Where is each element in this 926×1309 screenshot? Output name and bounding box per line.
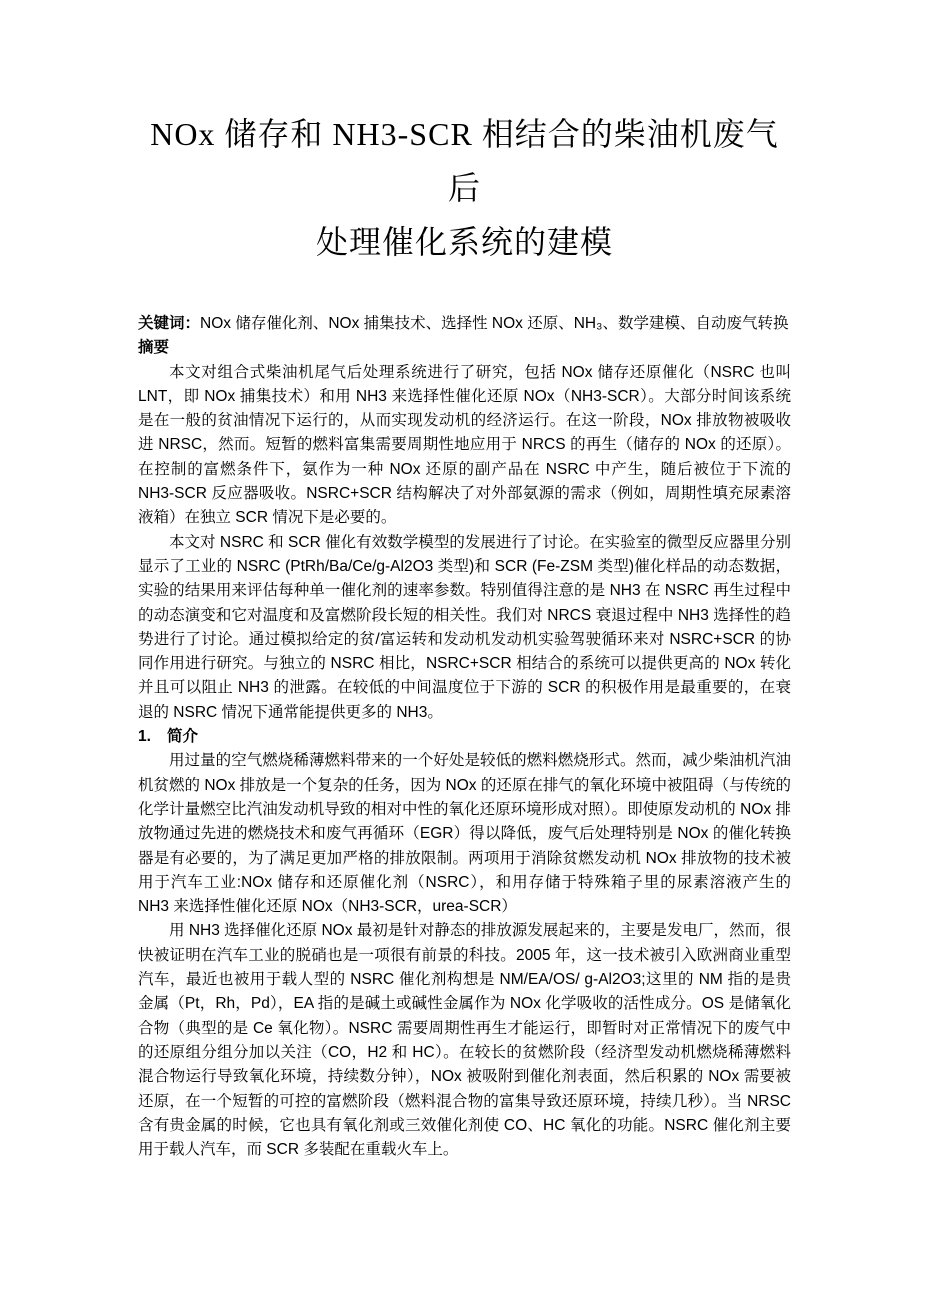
keywords-paragraph <box>138 312 791 336</box>
abstract-paragraph-2: 本文对 NSRC 和 SCR 催化有效数学模型的发展进行了讨论。在实验室的微型反应器里分别显示了工业的 NSRC (PtRh/Ba/Ce/g-Al2O3 类型)和 SCR (Fe-ZSM 类型)催化样品的动态数据，实验的结果用来评估每种单一催化剂的速率参数。特别值得注意的是 NH3 在 NSRC 再生过程中的动态演变和它对温度和及富燃阶段长短的相关性。我们对 NRCS 衰退过程中 NH3 选择性的趋势进行了讨论。通过模拟给定的贫/富运转和发动机发动机实验驾驶循环来对 NSRC+SCR 的协同作用进行研究。与独立的 NSRC 相比，NSRC+SCR 相结合的系统可以提供更高的 NOx 转化并且可以阻止 NH3 的泄露。在较低的中间温度位于下游的 SCR 的积极作用是最重要的，在衰退的 NSRC 情况下通常能提供更多的 NH3。 <box>138 533 791 721</box>
section-1-heading <box>138 725 791 749</box>
keywords-label: 关键词： <box>138 315 201 332</box>
introduction-paragraph-2: 用 NH3 选择催化还原 NOx 最初是针对静态的排放源发展起来的，主要是发电厂，然而，很快被证明在汽车工业的脱硝也是一项很有前景的科技。2005 年，这一技术被引入欧洲商业重型汽车，最近也被用于载人型的 NSRC 催化剂构想是 NM/EA/OS/ g-Al2O3;这里的 NM 指的是贵金属（Pt，Rh，Pd），EA 指的是碱土或碱性金属作为 NOx 化学吸收的活性成分。OS 是储氧化合物（典型的是 Ce 氧化物）。NSRC 需要周期性再生才能运行，即暂时对正常情况下的废气中的还原组分组分加以关注（CO，H2 和 HC）。在较长的贫燃阶段（经济型发动机燃烧稀薄燃料混合物运行导致氧化环境，持续数分钟），NOx 被吸附到催化剂表面，然后积累的 NOx 需要被还原，在一个短暂的可控的富燃阶段（燃料混合物的富集导致还原环境，持续几秒）。当 NRSC 含有贵金属的时候，它也具有氧化剂或三效催化剂使 CO、HC 氧化的功能。NSRC 催化剂主要用于载人汽车，而 SCR 多装配在重载火车上。 <box>138 922 791 1159</box>
section-1-number: 1. <box>138 728 151 746</box>
abstract-heading: 摘要 <box>138 339 170 357</box>
section-1-title: 简介 <box>166 728 198 746</box>
document-title-line-2: 处理催化系统的建模 <box>315 224 613 260</box>
abstract-paragraph-1: 本文对组合式柴油机尾气后处理系统进行了研究，包括 NOx 储存还原催化（NSRC 也叫 LNT，即 NOx 捕集技术）和用 NH3 来选择性催化还原 NOx（NH3-SCR）。大部分时间该系统是在一般的贫油情况下运行的，从而实现发动机的经济运行。在这一阶段，NOx 排放物被吸收进 NRSC，然而。短暂的燃料富集需要周期性地应用于 NRCS 的再生（储存的 NOx 的还原）。在控制的富燃条件下，氨作为一种 NOx 还原的副产品在 NSRC 中产生，随后被位于下流的 NH3-SCR 反应器吸收。NSRC+SCR 结构解决了对外部氨源的需求（例如，周期性填充尿素溶液箱）在独立 SCR 情况下是必要的。 <box>138 363 791 527</box>
document-title-line-1: NOx 储存和 NH3-SCR 相结合的柴油机废气后 <box>150 116 779 206</box>
document-title <box>138 107 791 269</box>
document-content <box>138 0 791 1162</box>
keywords-text: NOx 储存催化剂、NOx 捕集技术、选择性 NOx 还原、NH₃、数学建模、自动废气转换 <box>200 315 789 332</box>
introduction-paragraph-1: 用过量的空气燃烧稀薄燃料带来的一个好处是较低的燃料燃烧形式。然而，减少柴油机汽油机贫燃的 NOx 排放是一个复杂的任务，因为 NOx 的还原在排气的氧化环境中被阻碍（与传统的化学计量燃空比汽油发动机导致的相对中性的氧化还原环境形成对照）。即使原发动机的 NOx 排放物通过先进的燃烧技术和废气再循环（EGR）得以降低，废气后处理特别是 NOx 的催化转换器是有必要的，为了满足更加严格的排放限制。两项用于消除贫燃发动机 NOx 排放物的技术被用于汽车工业:NOx 储存和还原催化剂（NSRC），和用存储于特殊箱子里的尿素溶液产生的 NH3 来选择性催化还原 NOx（NH3-SCR，urea-SCR） <box>138 752 791 916</box>
